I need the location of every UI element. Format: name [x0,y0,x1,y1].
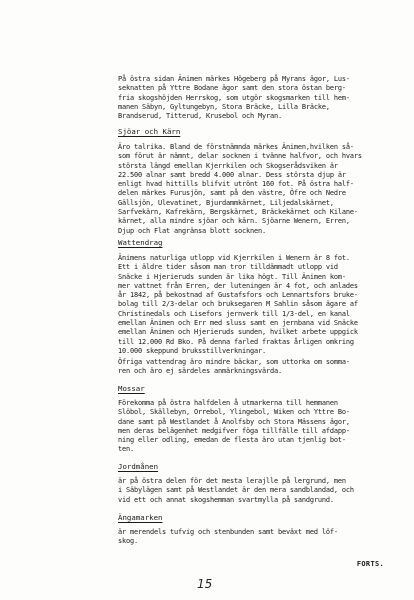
continued-marker: FORTS. [356,560,384,568]
section-heading-sjoar: Sjöar och Kärn [118,127,181,136]
section-heading-wattendrag: Wattendrag [118,238,163,247]
section-body-sjoar: Äro talrika. Bland de förstnämnda märkes Änimen,hvilken så- som förut är nämnt, delar socknen i tvänne halfvor, och hvars största längd emellan Kjerrkilen och Skogserådsviken är 22.500 alnar samt bredd 4.000 alnar. Dess största djup är enligt hvad hittills blifvit utrönt 160 fot. På östra half- delen märkes Furusjön, samt på den västre, Öfre och Nedre Gällsjön, Ulevatinet, Bjurdammkärnet, Liljedalskärnet, Sarfvekärn, Kafrekärn, Bergskärnet, Bräckekärnet och Kilane- kärnet, alla mindre sjöar och kärn. Sjöarne Wenern, Erren, Djup och Flat angränsa blott socknen. [118,143,362,235]
section-body-angamarken: är merendels tufvig och stenbunden samt beväxt med löf- skog. [118,528,338,546]
section-heading-mossar: Mossar [118,384,145,393]
section-heading-angamarken: Ängamarken [118,513,163,522]
section-heading-jordmanen: Jordmånen [118,462,159,471]
section-body-mossar: Förekomma på östra halfdelen å utmarkerna till hemmanen Slöbol, Skällebyn, Orrebol, Ylingebol, Wiken och Yttre Bo- dane samt på Westlandet å Anolfsby och Stora Mässens ägor, men deras belägenhet medgifver föga tillfälle till afdapp- ning eller odling, emedan de flesta äro utan tjenlig bot- ten. [118,399,350,454]
page-number: 15 [197,577,213,591]
section-body-wattendrag: Änimens naturliga utlopp vid Kjerrkilen i Wenern är 8 fot. Ett i äldre tider såsom man tror tilldämmadt utlopp vid Snäcke i Hjerieruds sunden är lika högt. Till Änimen kom- mer vattnet från Erren, der luteningen är 4 fot, och anlades år 1842, på bekostnad af Gustafsfors och Lennartsfors bruke- bolag till 2/3-delar och bruksegaren M Sahlin såsom ägare af Christinedals och Lisefors jernverk till 1/3-del, en kanal emellan Änimen och Err med sluss samt en jernbana vid Snäcke emellan Änimen och Hjerieruds sunden, hvilket arbete uppgick till 12.000 Rd Bko. På denna farled fraktas årligen omkring 10.000 skeppund bruksstillverkningar. [118,254,358,355]
intro-paragraph: På östra sidan Änimen märkes Högeberg på Myrans ägor, Lus- seknatten på Yttre Bodane ägor samt den stora östan berg- fria skogshöjden Herrskog, som utgör skogsmarken till hem- manen Säbyn, Gyltungebyn, Stora Bräcke, Lilla Bräcke, Brandserud, Titterud, Krusebol och Myran. [118,75,350,121]
section-body-ofriga: Öfriga vattendrag äro mindre bäckar, som uttorka om somma- ren och äro ej särdeles anmärkningsvärda. [118,358,350,376]
section-body-jordmanen: är på östra delen för det mesta lerajlle på lergrund, men i Säbylägen samt på Westlandet är den mera sandblandad, och vid ett och annat skogshemman svartmylla på sandgrund. [118,477,354,504]
